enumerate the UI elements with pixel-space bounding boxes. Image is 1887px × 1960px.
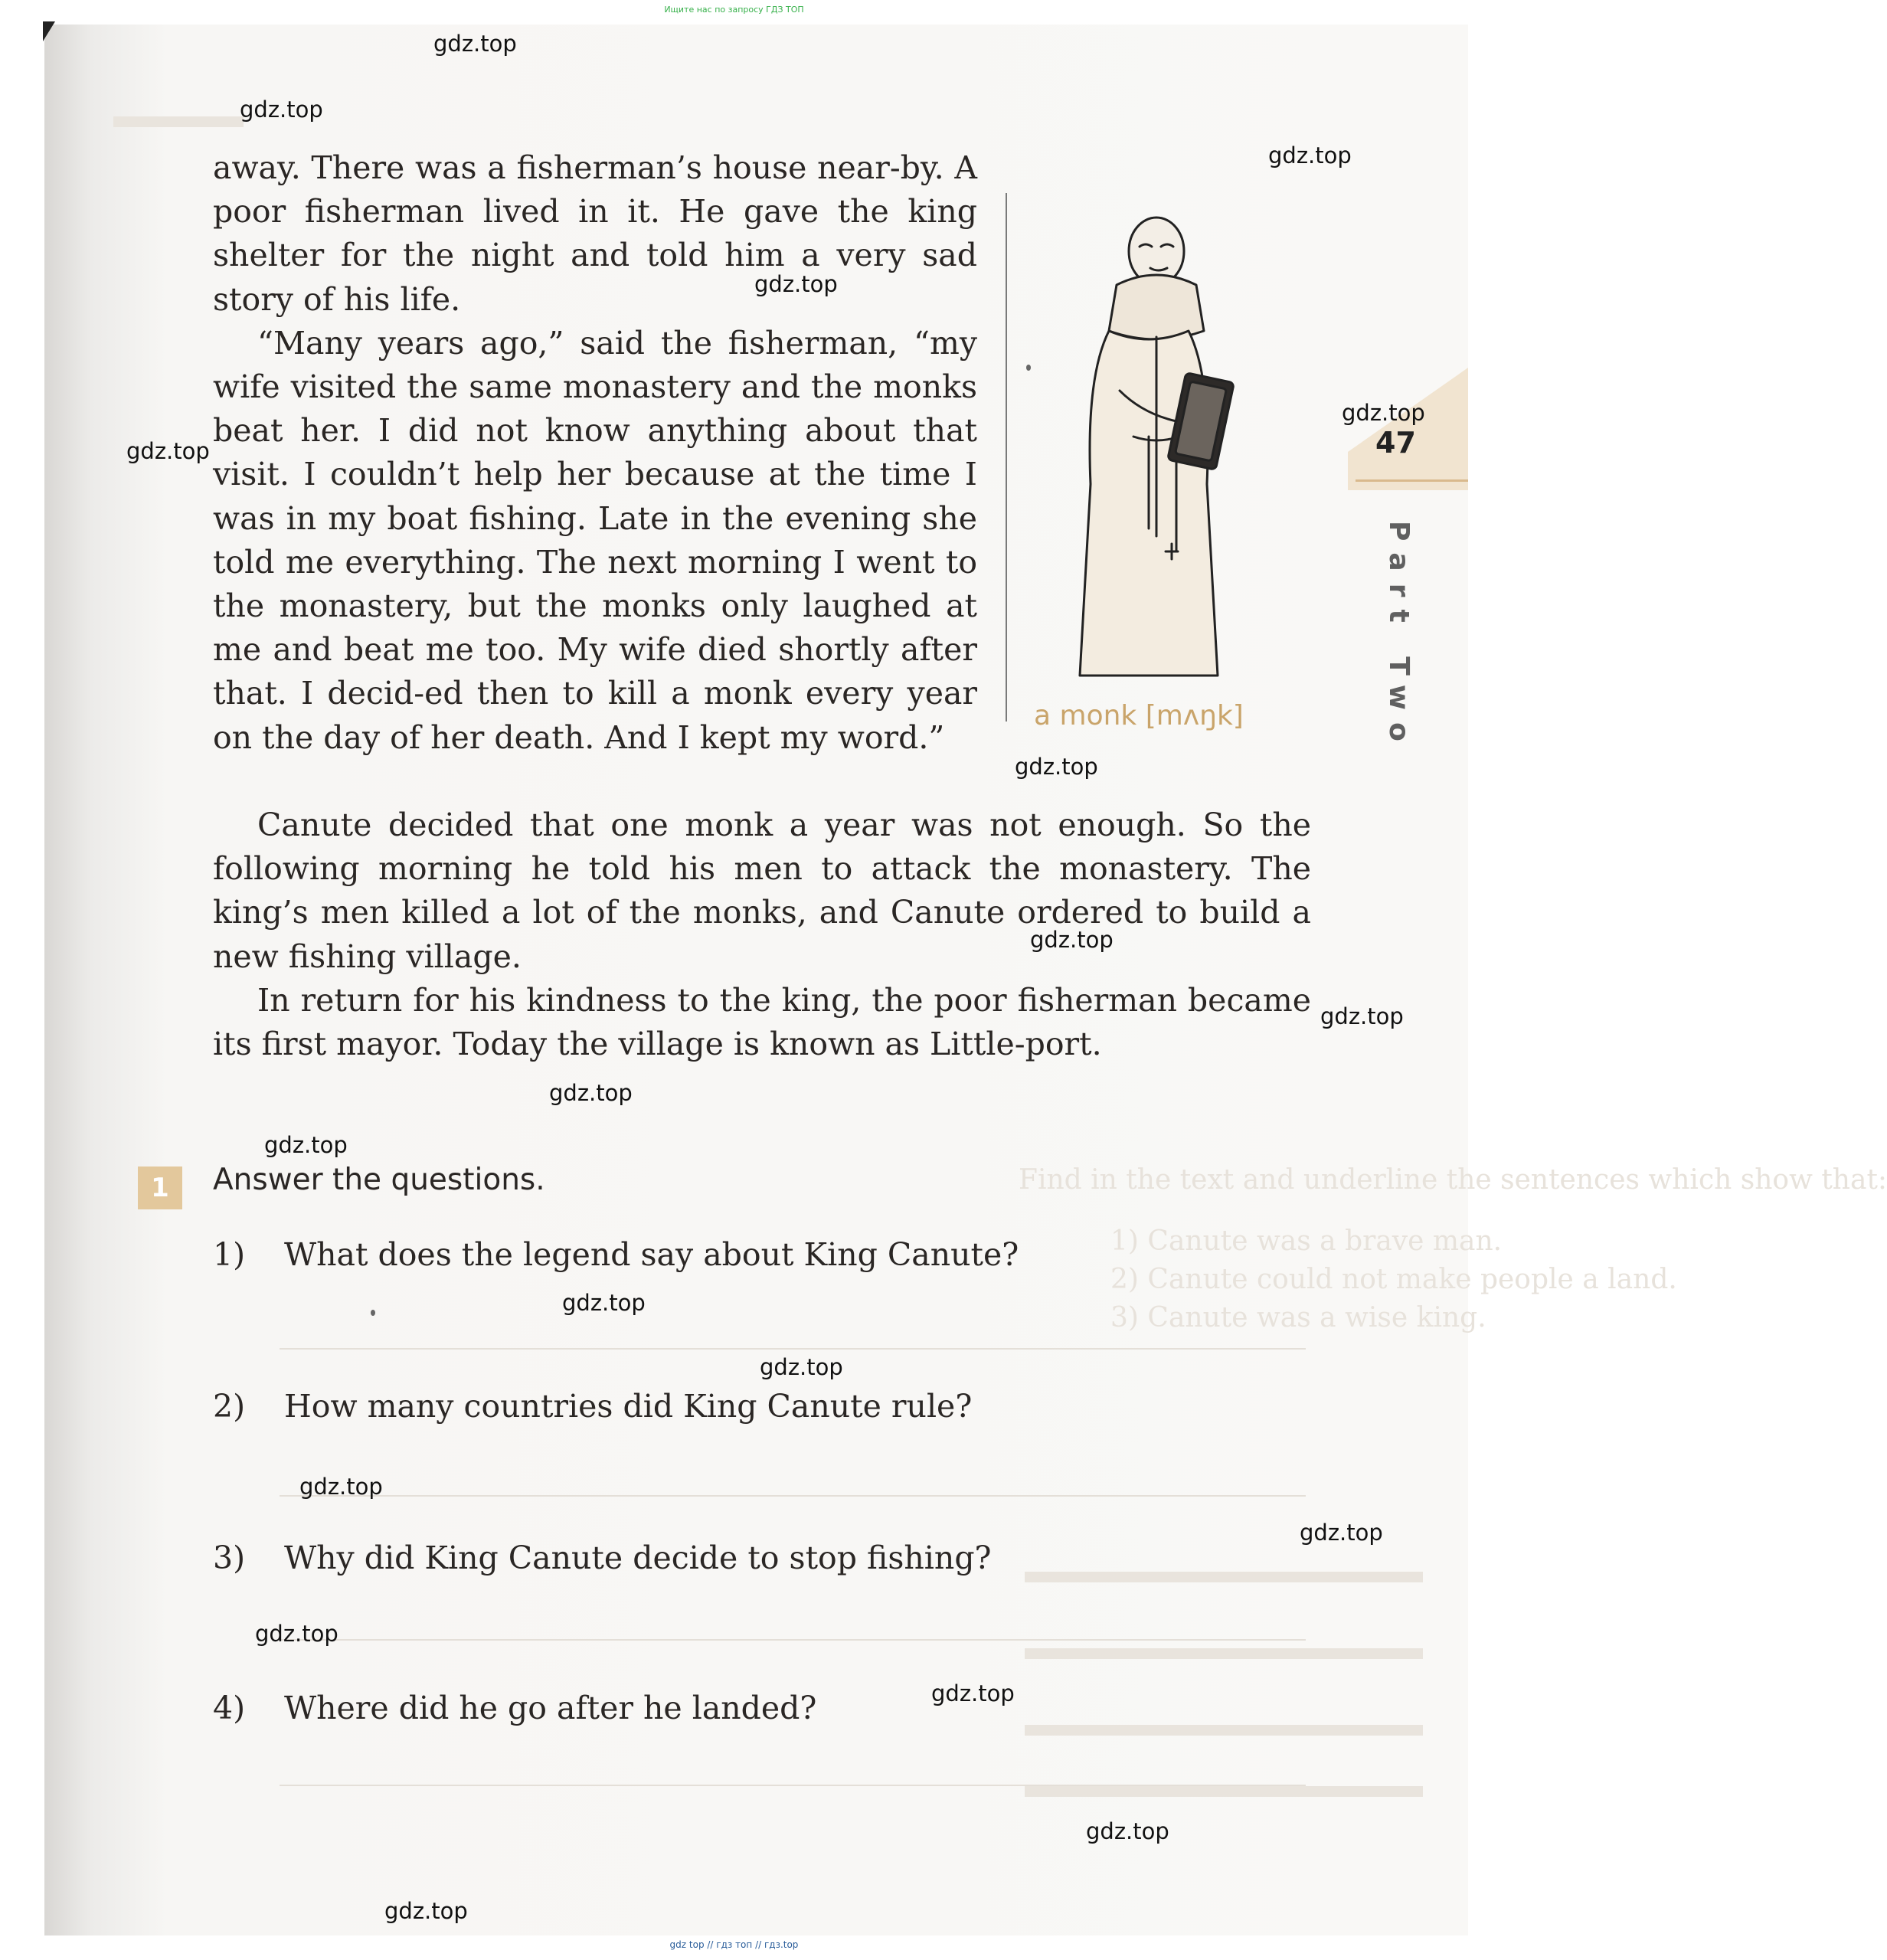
watermark: gdz.top (255, 1621, 338, 1647)
monk-illustration (1026, 207, 1287, 689)
watermark: gdz.top (299, 1474, 383, 1500)
question-number: 3) (213, 1540, 246, 1576)
show-through-rule (280, 1785, 1306, 1786)
show-through-text: Find in the text and underline the sentences which show that: (1019, 1164, 1887, 1196)
watermark: gdz.top (126, 438, 210, 464)
exercise-instruction: Answer the questions. (213, 1163, 545, 1197)
footer-note: gdz top // гдз топ // гдз.top (669, 1939, 799, 1950)
watermark: gdz.top (760, 1354, 843, 1380)
story-paragraph: “Many years ago,” said the fisherman, “my wife visited the same monastery and the monks beat her. I did not know anything about that visit. I couldn’t help her because at the time I was in my boat fishing. Late in the evening she told me everything. The next morning I went to the monastery, but the monks only laughed at me and beat me too. My wife died shortly after that. I decid-ed then to kill a monk every year on the day of her death. And I kept my word.” (213, 324, 977, 756)
question (213, 1540, 992, 1576)
watermark: gdz.top (754, 271, 838, 297)
watermark: gdz.top (1300, 1520, 1383, 1546)
question (213, 1388, 972, 1425)
header-note: Ищите нас по запросу ГДЗ ТОП (664, 5, 804, 15)
watermark: gdz.top (240, 97, 323, 123)
column-rule (1006, 193, 1007, 722)
watermark: gdz.top (1342, 400, 1425, 426)
illustration-caption: a monk [mʌŋk] (1034, 700, 1244, 731)
show-through-text: 1) Canute was a brave man. (1110, 1225, 1503, 1257)
watermark: gdz.top (931, 1680, 1015, 1706)
page-number: 47 (1375, 426, 1416, 460)
story-paragraph: In return for his kindness to the king, the poor fisherman became its first mayor. Today the village is known as Little-port. (213, 981, 1311, 1063)
story-text-wide (213, 803, 1311, 1066)
exercise-number: 1 (138, 1167, 182, 1209)
watermark: gdz.top (1320, 1003, 1404, 1029)
story-text-narrow (213, 146, 977, 760)
question-text: What does the legend say about King Canute? (284, 1236, 1019, 1273)
watermark: gdz.top (384, 1898, 468, 1924)
watermark: gdz.top (1268, 142, 1352, 169)
question-text: How many countries did King Canute rule? (284, 1388, 973, 1425)
question-number: 4) (213, 1690, 246, 1726)
show-through-rule (280, 1495, 1306, 1497)
show-through-text: 2) Canute could not make people a land. (1110, 1264, 1677, 1295)
question-number: 1) (213, 1236, 246, 1273)
watermark: gdz.top (433, 31, 517, 57)
story-paragraph: away. There was a fisherman’s house near-by. A poor fisherman lived in it. He gave the king shelter for the night and told him a very sad story of his life. (213, 149, 977, 318)
tab-rule (1356, 479, 1468, 482)
show-through-rule (280, 1348, 1306, 1350)
watermark: gdz.top (562, 1290, 646, 1316)
question-text: Why did King Canute decide to stop fishing? (284, 1540, 992, 1576)
watermark: gdz.top (549, 1080, 633, 1106)
print-speck (371, 1310, 375, 1316)
question (213, 1690, 816, 1726)
question (213, 1236, 1019, 1273)
story-paragraph: Canute decided that one monk a year was not enough. So the following morning he told his men to attack the monastery. The king’s men killed a lot of the monks, and Canute ordered to build a new fishing village. (213, 807, 1311, 975)
corner-mark (43, 21, 55, 41)
show-through-text: 3) Canute was a wise king. (1110, 1302, 1486, 1333)
question-text: Where did he go after he landed? (284, 1690, 817, 1726)
print-speck (1026, 365, 1031, 371)
show-through-rule (280, 1639, 1306, 1641)
watermark: gdz.top (264, 1132, 348, 1158)
watermark: gdz.top (1030, 927, 1114, 953)
watermark: gdz.top (1086, 1818, 1169, 1844)
question-number: 2) (213, 1388, 246, 1425)
part-label: Part Two (1383, 521, 1414, 754)
watermark: gdz.top (1015, 754, 1098, 780)
